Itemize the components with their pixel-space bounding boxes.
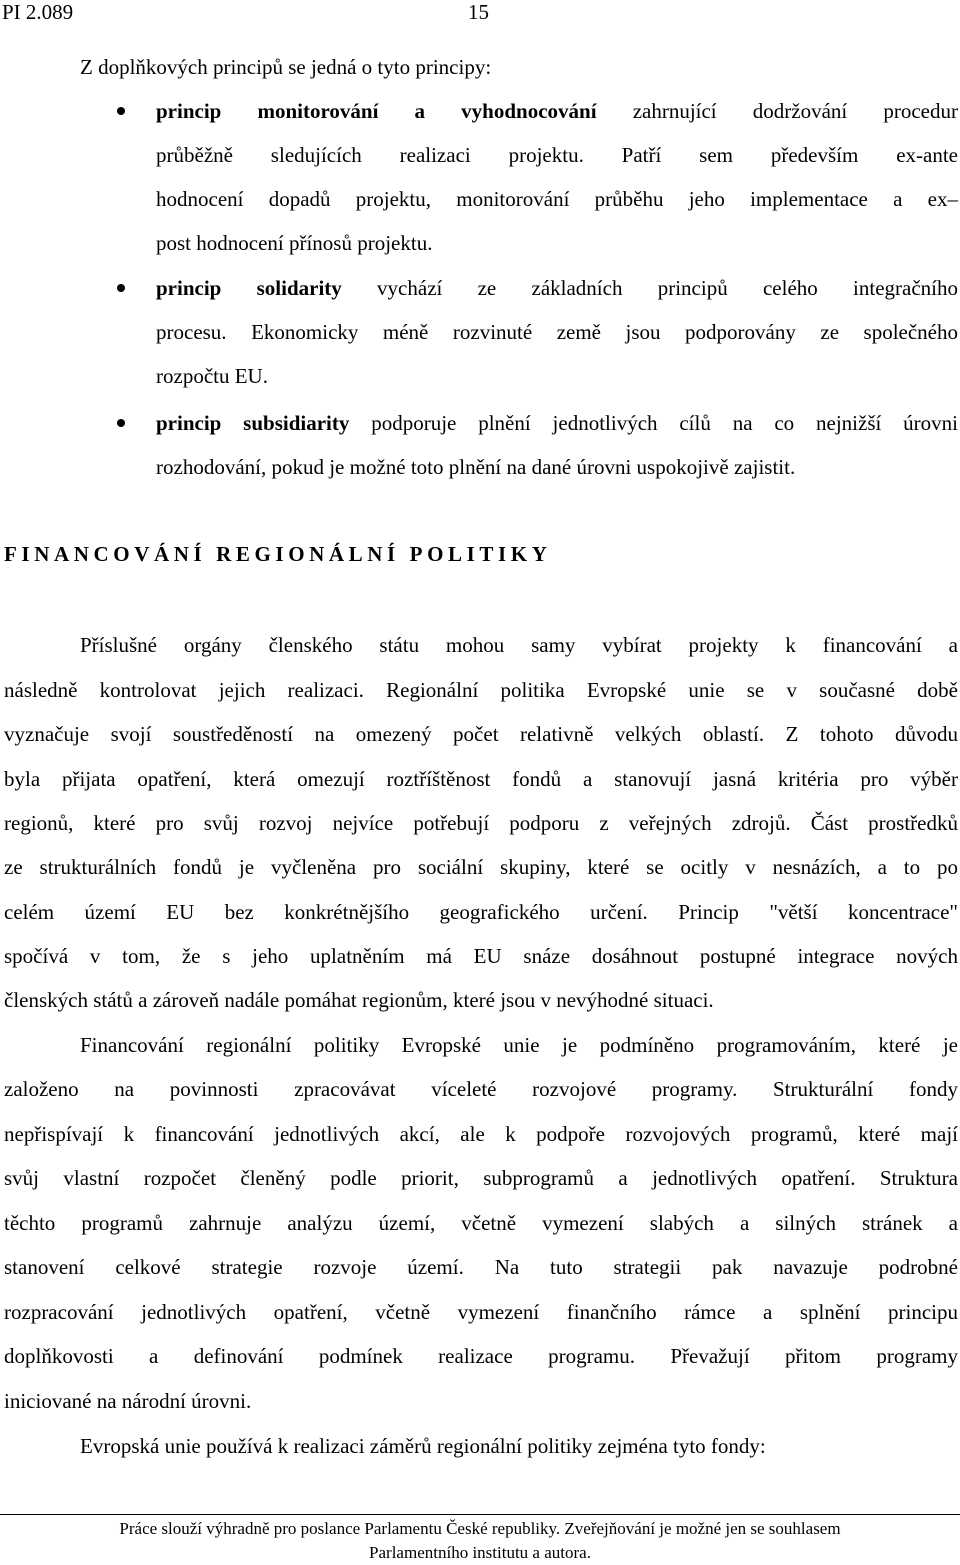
page-number: 15 — [468, 0, 489, 24]
paragraph-1-line: byla přijata opatření, která omezují roztříštěnost fondů a stanovují jasná kritéria pro výběr — [4, 767, 958, 791]
bullet-2-line-3: rozpočtu EU. — [156, 364, 268, 388]
bullet-1-term: princip monitorování a vyhodnocování — [156, 99, 597, 123]
paragraph-2-line: těchto programů zahrnuje analýzu území, včetně vymezení slabých a silných stránek a — [4, 1211, 958, 1235]
bullet-marker — [117, 284, 125, 292]
bullet-marker — [117, 107, 125, 115]
bullet-3-line-2: rozhodování, pokud je možné toto plnění na dané úrovni uspokojivě zajistit. — [156, 455, 796, 479]
paragraph-2-line: nepřispívají k financování jednotlivých akcí, ale k podpoře rozvojových programů, které mají — [4, 1122, 958, 1146]
paragraph-1-line: spočívá v tom, že s jeho uplatněním má EU snáze dosáhnout postupné integrace nových — [4, 944, 958, 968]
paragraph-2-line: Financování regionální politiky Evropské unie je podmíněno programováním, které je — [80, 1033, 958, 1057]
bullet-1-line-2: průběžně sledujících realizaci projektu. Patří sem především ex-ante — [156, 143, 958, 167]
bullet-marker — [117, 419, 125, 427]
bullet-1-text: zahrnující dodržování procedur — [632, 99, 958, 123]
paragraph-3: Evropská unie používá k realizaci záměrů regionální politiky zejména tyto fondy: — [80, 1434, 766, 1458]
paragraph-1-line: členských států a zároveň nadále pomáhat regionům, které jsou v nevýhodné situaci. — [4, 988, 714, 1012]
bullet-2-line-2: procesu. Ekonomicky méně rozvinuté země jsou podporovány ze společného — [156, 320, 958, 344]
bullet-3-line-1 — [156, 408, 958, 438]
paragraph-2-line: stanovení celkové strategie rozvoje území. Na tuto strategii pak navazuje podrobné — [4, 1255, 958, 1279]
footer-line-1: Práce slouží výhradně pro poslance Parlamentu České republiky. Zveřejňování je možné jen se souhlasem — [119, 1519, 841, 1538]
bullet-3-term: princip subsidiarity — [156, 411, 350, 435]
intro-text: Z doplňkových principů se jedná o tyto principy: — [80, 55, 492, 79]
paragraph-1-line: celém území EU bez konkrétnějšího geografického určení. Princip "větší koncentrace" — [4, 900, 958, 924]
paragraph-2-line: doplňkovosti a definování podmínek realizace programu. Převažují přitom programy — [4, 1344, 958, 1368]
bullet-2-text: vychází ze základních principů celého integračního — [377, 276, 958, 300]
paragraph-2-line: rozpracování jednotlivých opatření, včetně vymezení finančního rámce a splnění principu — [4, 1300, 958, 1324]
paragraph-1-line: regionů, které pro svůj rozvoj nejvíce potřebují podporu z veřejných zdrojů. Část prostředků — [4, 811, 958, 835]
bullet-3-text: podporuje plnění jednotlivých cílů na co nejnižší úrovni — [371, 411, 958, 435]
bullet-1-line-4: post hodnocení přínosů projektu. — [156, 231, 433, 255]
paragraph-1-line: vyznačuje svojí soustředěností na omezený počet relativně velkých oblastí. Z tohoto důvodu — [4, 722, 958, 746]
section-heading: FINANCOVÁNÍ REGIONÁLNÍ POLITIKY — [4, 542, 552, 566]
bullet-1-line-3: hodnocení dopadů projektu, monitorování průběhu jeho implementace a ex– — [156, 187, 958, 211]
document-code: PI 2.089 — [2, 0, 74, 24]
paragraph-1-line: Příslušné orgány členského státu mohou samy vybírat projekty k financování a — [80, 633, 958, 657]
paragraph-2-line: iniciované na národní úrovni. — [4, 1389, 252, 1413]
footer-line-2: Parlamentního institutu a autora. — [369, 1543, 591, 1562]
footer — [0, 1517, 960, 1565]
bullet-2-term: princip solidarity — [156, 276, 342, 300]
paragraph-2-line: svůj vlastní rozpočet členěný podle priorit, subprogramů a jednotlivých opatření. Struktura — [4, 1166, 958, 1190]
footer-divider — [0, 1514, 960, 1515]
paragraph-2-line: založeno na povinnosti zpracovávat víceleté rozvojové programy. Strukturální fondy — [4, 1077, 958, 1101]
paragraph-1-line: ze strukturálních fondů je vyčleněna pro sociální skupiny, které se ocitly v nesnázích, a to po — [4, 855, 958, 879]
bullet-1-line-1 — [156, 96, 958, 126]
bullet-2-line-1 — [156, 273, 958, 303]
paragraph-1-line: následně kontrolovat jejich realizaci. Regionální politika Evropské unie se v současné době — [4, 678, 958, 702]
